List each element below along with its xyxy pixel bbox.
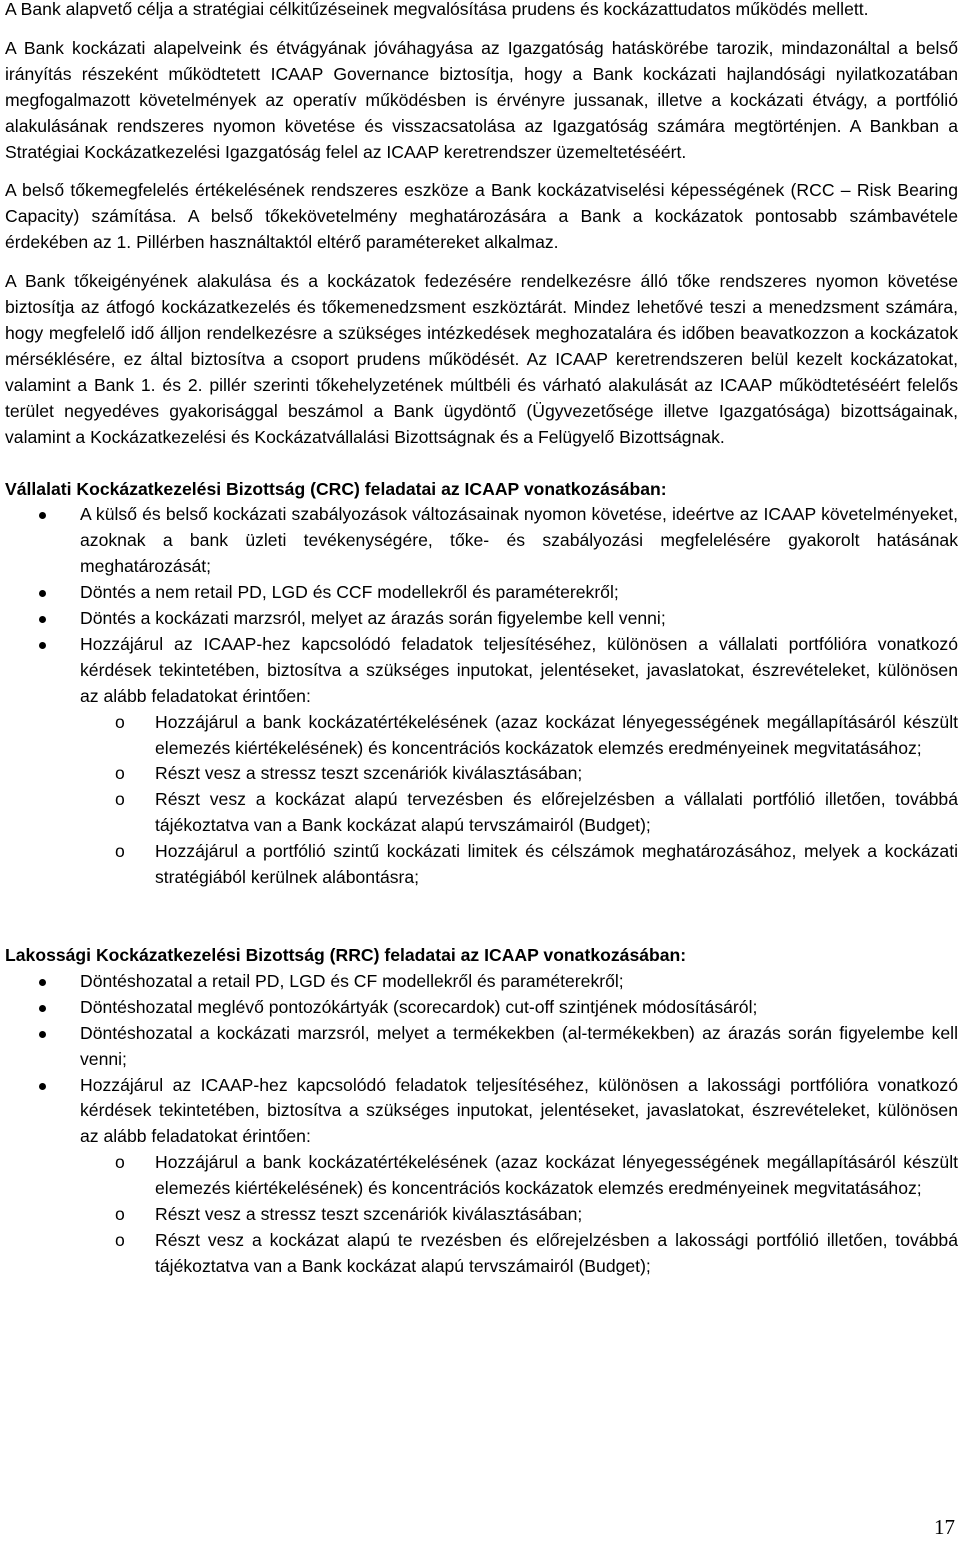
circle-bullet-icon: o: [115, 763, 125, 784]
crc-sublist: [80, 710, 958, 891]
sublist-item: [5, 787, 958, 839]
sublist-item: [5, 1228, 958, 1280]
bullet-icon: [39, 512, 46, 519]
sublist-item: [5, 839, 958, 891]
sublist-item-text: Részt vesz a kockázat alapú te rvezésben és előrejelzésben a lakossági portfólió illetően, továbbá tájékoztatva van a Bank kockázat alapú tervszámairól (Budget);: [155, 1229, 958, 1276]
list-item: [5, 995, 958, 1021]
list-item-text: Hozzájárul az ICAAP-hez kapcsolódó feladatok teljesítéséhez, különösen a vállalati portfólióra vonatkozó kérdések tekintetében, biztosítva a szükséges inputokat, jelentéseket, javaslatokat, észrevételeket, különösen az alább feladatokat érintően:: [80, 633, 958, 706]
sublist-item-text: Hozzájárul a bank kockázatértékelésének (azaz kockázat lényegességének megállapításáról készült elemezés kiértékelésének) és koncentrációs kockázatok elemzés eredményeinek megvitatásához;: [155, 711, 958, 758]
list-item: [5, 580, 958, 606]
paragraph-3: A belső tőkemegfelelés értékelésének rendszeres eszköze a Bank kockázatviselési képességének (RCC – Risk Bearing Capacity) számítása. A belső tőkekövetelmény meghatározására a Bank a kockázatok pontosabb számbavétele érdekében az 1. Pillérben használtaktól eltérő paramétereket alkalmaz.: [5, 180, 958, 253]
paragraph-4: A Bank tőkeigényének alakulása és a kockázatok fedezésére rendelkezésre álló tőke rendszeres nyomon követése biztosítja az átfogó kockázatkezelés és tőkemenedzsment eszköztárát. Mindez lehetővé teszi a menedzsment számára, hogy megfelelő idő álljon rendelkezésre a szükséges intézkedések meghozatalára és időben beavatkozzon a kockázatok mérséklésére, ez által biztosítva a csoport prudens működését. Az ICAAP keretrendszeren belül kezelt kockázatokat, valamint a Bank 1. és 2. pillér szerinti tőkehelyzetének múltbéli és várható alakulását az ICAAP működtetéséért felelős terület negyedéves gyakorisággal beszámol a Bank ügydöntő (Ügyvezetősége illetve Igazgatósága) bizottságainak, valamint a Kockázatkezelési és Kockázatvállalási Bizottságnak és a Felügyelő Bizottságnak.: [5, 271, 958, 447]
list-item-text: Döntéshozatal a kockázati marzsról, melyet a termékekben (al-termékekben) az árazás során figyelembe kell venni;: [80, 1022, 958, 1069]
sublist-item: [5, 1150, 958, 1202]
bullet-icon: [39, 1083, 46, 1090]
list-item: [5, 632, 958, 891]
paragraph-1: A Bank alapvető célja a stratégiai célkitűzéseinek megvalósítása prudens és kockázattudatos működés mellett.: [5, 0, 869, 19]
bullet-icon: [39, 1005, 46, 1012]
sublist-item-text: Hozzájárul a portfólió szintű kockázati limitek és célszámok meghatározásához, melyek a kockázati stratégiából kerülnek alábontásra;: [155, 841, 958, 888]
list-item: [5, 969, 958, 995]
bullet-icon: [39, 642, 46, 649]
circle-bullet-icon: o: [115, 841, 125, 862]
list-item: [5, 1021, 958, 1073]
sublist-item-text: Részt vesz a kockázat alapú tervezésben és előrejelzésben a vállalati portfólió illetően, továbbá tájékoztatva van a Bank kockázat alapú tervszámairól (Budget);: [155, 789, 958, 836]
sublist-item-text: Részt vesz a stressz teszt szcenáriók kiválasztásában;: [155, 1204, 583, 1225]
page-number: 17: [934, 1515, 955, 1539]
circle-bullet-icon: o: [115, 1204, 125, 1225]
paragraph-2: A Bank kockázati alapelveink és étvágyának jóváhagyása az Igazgatóság hatáskörébe tarozik, mindazonáltal a belső irányítás részeként működtetett ICAAP Governance biztosítja, hogy a Bank kockázati hajlandósági nyilatkozatában megfogalmazott követelmények az operatív működésben is érvényre jussanak, illetve a kockázati étvágy, a portfólió alakulásának rendszeres nyomon követése és visszacsatolása az Igazgatóság számára megtörténjen. A Bankban a Stratégiai Kockázatkezelési Igazgatóság felel az ICAAP keretrendszer üzemeltetéséért.: [5, 37, 958, 162]
list-item-text: A külső és belső kockázati szabályozások változásainak nyomon követése, ideértve az ICAAP követelményeket, azoknak a bank üzleti tevékenységére, tőke- és szabályozási megfelelésére gyakorolt hatásának meghatározását;: [80, 504, 958, 577]
sublist-item: [5, 710, 958, 762]
rrc-heading: Lakossági Kockázatkezelési Bizottság (RRC) feladatai az ICAAP vonatkozásában:: [5, 945, 687, 965]
list-item: [5, 502, 958, 580]
list-item-text: Döntéshozatal a retail PD, LGD és CF modellekről és paraméterekről;: [80, 970, 624, 991]
rrc-list: [5, 969, 958, 1280]
crc-heading: Vállalati Kockázatkezelési Bizottság (CRC) feladatai az ICAAP vonatkozásában:: [5, 478, 667, 499]
circle-bullet-icon: o: [115, 789, 125, 810]
list-item-text: Döntés a kockázati marzsról, melyet az árazás során figyelembe kell venni;: [80, 608, 666, 629]
rrc-sublist: [80, 1150, 958, 1280]
circle-bullet-icon: o: [115, 1229, 125, 1250]
sublist-item: [5, 1202, 958, 1228]
bullet-icon: [39, 590, 46, 597]
bullet-icon: [39, 1031, 46, 1038]
sublist-item: [5, 761, 958, 787]
list-item-text: Döntéshozatal meglévő pontozókártyák (scorecardok) cut-off szintjének módosításáról;: [80, 996, 758, 1017]
bullet-icon: [39, 979, 46, 986]
list-item-text: Hozzájárul az ICAAP-hez kapcsolódó feladatok teljesítéséhez, különösen a lakossági portfólióra vonatkozó kérdések tekintetében, biztosítva a szükséges inputokat, jelentéseket, javaslatokat, észrevételeket, különösen az alább feladatokat érintően:: [80, 1074, 958, 1147]
list-item-text: Döntés a nem retail PD, LGD és CCF modellekről és paraméterekről;: [80, 582, 619, 603]
sublist-item-text: Hozzájárul a bank kockázatértékelésének (azaz kockázat lényegességének megállapításáról készült elemezés kiértékelésének) és koncentrációs kockázatok elemzés eredményeinek megvitatásához;: [155, 1152, 958, 1199]
circle-bullet-icon: o: [115, 711, 125, 732]
crc-list: [5, 502, 958, 891]
document-page: [5, 0, 958, 1280]
list-item: [5, 606, 958, 632]
sublist-item-text: Részt vesz a stressz teszt szcenáriók kiválasztásában;: [155, 763, 583, 784]
bullet-icon: [39, 616, 46, 623]
list-item: [5, 1073, 958, 1280]
circle-bullet-icon: o: [115, 1152, 125, 1173]
